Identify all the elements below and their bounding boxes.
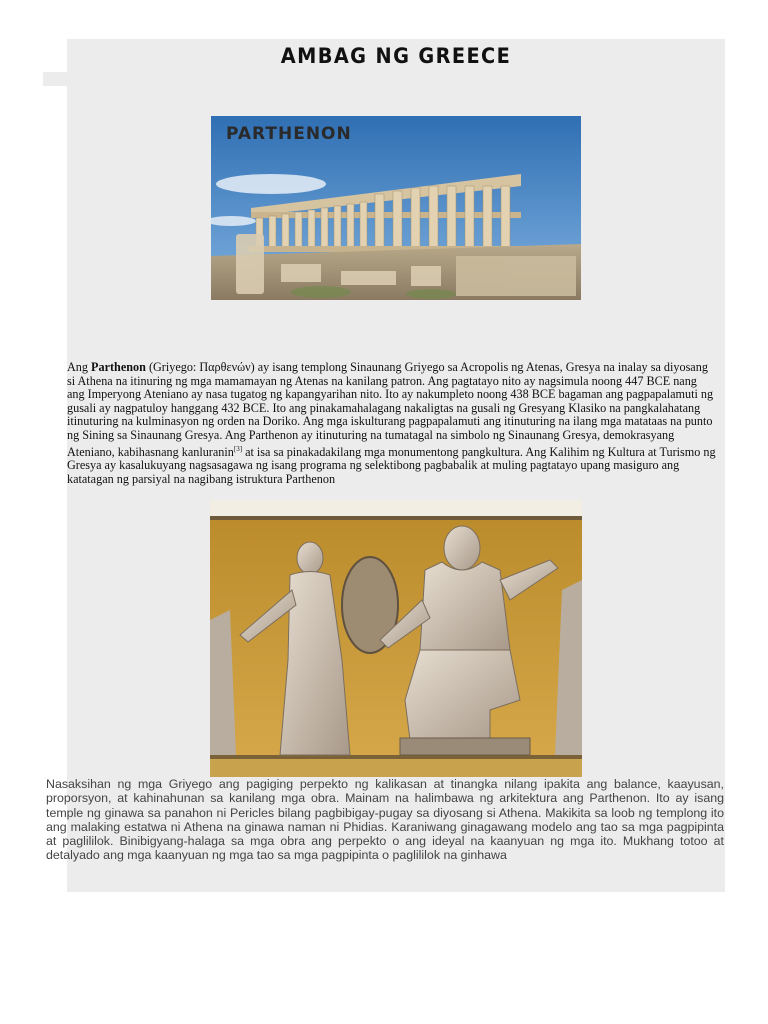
para1-text-b: at isa sa pinakadakilang mga monumentong pangkultura. Ang Kalihim ng Kultura at Turismo ng Gresya ay kasalukuyang nagsasagawa ng isang programa ng selektibong pagbabalik at muling pagtatayo upang masiguro ang katatagan ng parsiyal na nagibang istruktura Parthenon [67,444,716,486]
citation-link[interactable]: [3] [233,444,243,453]
greek-art-paragraph: Nasaksihan ng mga Griyego ang pagiging perpekto ng kalikasan at tinangka nilang ipakita ang balance, kaayusan, proporsyon, at kahinahunan sa kanilang mga obra. Mainam na halimbawa ng arkitektura ang Parthenon. Ito ay isang temple ng ginawa sa panahon ni Pericles bilang pagbibigay-pugay sa diyosang si Athena. Makikita sa loob ng templong ito ang malaking estatwa ni Athena na ginawa naman ni Phidias. Karaniwang ginagawang modelo ang tao sa mga pagpipinta at paglililok. Binibigyang-halaga sa mga obra ang perpekto o ang ideyal na kaanyuan ng mga ito. Mukhang totoo at detalyado ang mga kaanyuan ng mga tao sa mga pagpipinta o paglililok na ginhawa [46,777,724,863]
para1-text-a: (Griyego: Παρθενών) ay isang templong Sinaunang Griyego sa Acropolis ng Atenas, Gresya na inalay sa diyosang si Athena na itinuring ng mga mamamayan ng Atenas na kanilang patron. Ang pagtatayo nito ay nagsimula noong 447 BCE nang ang Imperyong Ateniano ay nasa tugatog ng kapangyarihan nito. Ito ay nakumpleto noong 438 BCE bagaman ang pagpapalamuti ng gusali ay nagpatuloy hanggang 432 BCE. Ito ang pinakamahalagang nakaligtas na gusali ng Gresyang Klasiko na pangkalahatang itinuturing na kulminasyon ng orden na Doriko. Ang mga iskulturang pagpapalamuti ang itinuturing na ilang mga matataas na punto ng Sining sa Sinaunang Gresya. Ang Parthenon ay itinuturing na tumatagal na simbolo ng Sinaunang Gresya, demokrasyang Ateniano, kabihasnang kanluranin [67,360,714,459]
parthenon-photo [211,116,581,300]
athena-zeus-sculpture-photo [210,500,582,777]
photo-caption: PARTHENON [226,124,352,144]
para1-intro: Ang [67,360,92,374]
page-title: AMBAG NG GREECE [280,44,512,68]
parthenon-paragraph [67,361,717,486]
para1-bold-term: Parthenon [91,360,146,374]
page-tab-marker [43,72,67,86]
